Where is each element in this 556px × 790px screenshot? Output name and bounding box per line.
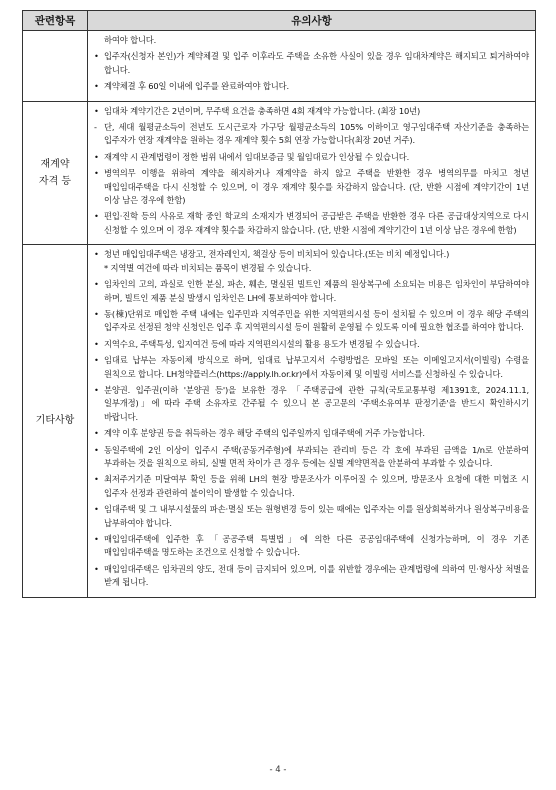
table-header-row [23,11,536,31]
header-notes: 유의사항 [88,11,536,31]
list-item: • 임대료 납부는 자동이체 방식으로 하며, 임대료 납부고지서 수령방법은 모바일 또는 이메일고지서(이빌링) 수령을 원칙으로 합니다. LH청약플러스(https://apply.lh.or.kr)에서 자동이체 및 이빌링 서비스를 신청하실 수 있습니다. [94,355,529,379]
section-row-continued [23,31,536,102]
list-item: • 재계약 시 관계법령이 정한 범위 내에서 임대보증금 및 월임대료가 인상될 수 있습니다. [94,151,410,162]
page-number: - 4 - [269,765,287,775]
list-item: • 매입임대주택에 입주한 후 「공공주택 특별법」에 의한 다른 공공임대주택에 신청가능하며, 이 경우 기존 매입임대주택을 명도하는 조건으로 신청할 수 있습니다. [94,534,529,558]
list-item: • 병역의무 이행을 위하여 계약을 해지하거나 재계약을 하지 않고 주택을 반환한 경우 병역의무를 마치고 청년 매입임대주택을 다시 신청할 수 있으며, 이 경우 재계약 횟수를 차감하지 않습니다. (단, 반환 시점에 계약기간이 1년 이상 남은 경우에 한함) [94,168,529,206]
list-item: • 임대차 계약기간은 2년이며, 무주택 요건을 충족하면 4회 재계약 가능합니다. (최장 10년) [94,105,421,116]
section-row-other [23,245,536,597]
notes-cell [88,31,536,102]
notes-cell [88,245,536,597]
category-cell-empty [23,31,88,102]
list-item: • 편입·진학 등의 사유로 재학 중인 학교의 소재지가 변경되어 공급받은 주택을 반환한 경우 다른 공급대상지역으로 다시 신청할 수 있으며 이 경우 재계약 횟수를 차감하지 않습니다. (단, 반환 시점에 계약기간이 1년 이상 남은 경우에 한함) [94,211,529,235]
category-label: 기타사항 [35,415,75,427]
list-item: • 동일주택에 2인 이상이 입주시 주택(공동거주형)에 부과되는 관리비 등은 각 호에 부과된 금액을 1/n로 안분하여 부과하는 것을 원칙으로 하되, 실별 면적 차이가 큰 경우 등에는 실별 계약면적을 안분하여 부과할 수 있습니다. [94,444,529,468]
list-item: • 임대주택 및 그 내부시설물의 파손·멸실 또는 원형변경 등이 있는 때에는 입주자는 이를 원상회복하거나 원상복구비용을 납부하여야 합니다. [94,504,529,528]
section-row-renewal [23,101,536,245]
list-item-subnote: * 지역별 여건에 따라 비치되는 품목이 변경될 수 있습니다. [104,262,312,273]
list-item: • 동(棟)단위로 매입한 주택 내에는 입주민과 지역주민을 위한 지역편의시설 등이 설치될 수 있으며 이 경우 해당 주택의 입주자로 선정된 청약 신청인은 입주 후 지역편의시설 등이 원활히 운영될 수 있도록 이에 필요한 협조를 하여야 합니다. [94,308,529,333]
notice-table [22,10,536,598]
category-label: 재계약 [40,158,70,170]
list-item-dash: - 단, 세대 월평균소득이 전년도 도시근로자 가구당 월평균소득의 105% 이하이고 영구임대주택 자산기준을 충족하는 입주자가 연장 재계약을 원하는 경우 재계약 횟수 5회 연장 가능합니다(최장 20년 거주). [94,122,529,146]
list-item: 하여야 합니다. [104,35,157,45]
list-item: • 분양권. 입주권(이하 '분양권 등')을 보유한 경우 「주택공급에 관한 규칙(국토교통부령 제1391호, 2024.11.1, 일부개정)」에 따라 주택 소유자로 간주될 수 있으니 본 공고문의 '주택소유여부 판정기준'을 반드시 확인하시기 바랍니다. [94,384,529,422]
list-item: • 최저주거기준 미달여부 확인 등을 위해 LH의 현장 방문조사가 이루어질 수 있으며, 방문조사 요청에 대한 미협조 시 입주자 선정과 관련하여 불이익이 발생할 수 있습니다. [94,474,529,498]
list-item: • 임차인의 고의, 과실로 인한 분실, 파손, 훼손, 멸실된 빌트인 제품의 원상복구에 소요되는 비용은 임차인이 부담하여야 하며, 빌트인 제품 분실 발생시 임차인은 LH에 통보하여야 합니다. [94,279,529,303]
list-item: • 청년 매입임대주택은 냉장고, 전자레인지, 책걸상 등이 비치되어 있습니다.(또는 비치 예정입니다.) * 지역별 여건에 따라 비치되는 품목이 변경될 수 있습니다. [94,248,529,275]
category-cell-other [23,245,88,597]
category-cell-renewal [23,101,88,245]
list-item: • 계약 이후 분양권 등을 취득하는 경우 해당 주택의 입주일까지 임대주택에 거주 가능합니다. [94,428,425,439]
notes-cell [88,101,536,245]
header-category: 관련항목 [23,11,88,31]
category-label: 자격 등 [38,175,72,187]
list-item: • 매입임대주택은 임차권의 양도, 전대 등이 금지되어 있으며, 이를 위반할 경우에는 관계법령에 의하여 민·형사상 처벌을 받게 됩니다. [94,563,529,588]
list-item: • 지역수요, 주택특성, 입지여건 등에 따라 지역편의시설의 활용 용도가 변경될 수 있습니다. [94,338,420,349]
list-item: • 계약체결 후 60일 이내에 입주를 완료하여야 합니다. [94,81,289,92]
list-item: • 입주자(신청자 본인)가 계약체결 및 입주 이후라도 주택을 소유한 사실이 있을 경우 임대차계약은 해지되고 퇴거하여야 합니다. [94,51,529,75]
